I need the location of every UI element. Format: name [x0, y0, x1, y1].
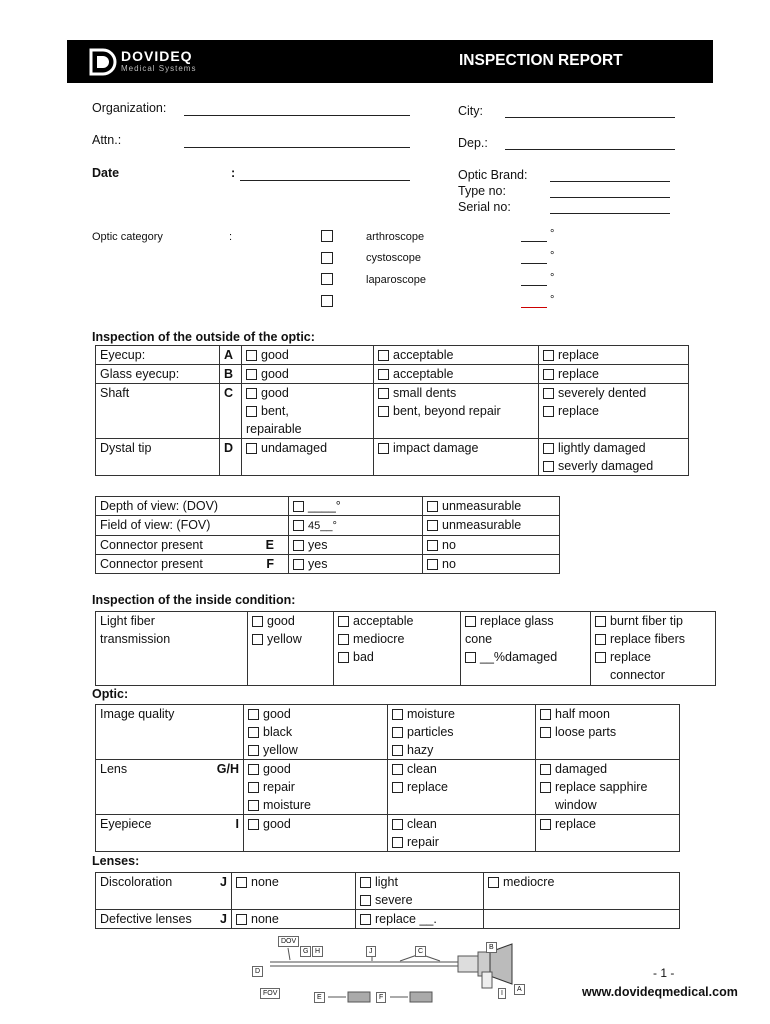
option-label: repair: [263, 780, 295, 794]
replace-connector-checkbox[interactable]: [595, 652, 606, 663]
lens-damaged-checkbox[interactable]: [540, 764, 551, 775]
other-degree-field[interactable]: [521, 296, 547, 308]
website-url[interactable]: www.dovideqmedical.com: [582, 985, 738, 999]
laparoscope-degree: °: [550, 272, 555, 284]
option-label: black: [263, 725, 293, 739]
dovideq-logo-icon: [89, 48, 119, 76]
option-label: good: [261, 348, 289, 362]
eyecup-replace-checkbox[interactable]: [543, 350, 554, 361]
option-label: yes: [308, 538, 328, 552]
option-label: replace: [610, 650, 651, 664]
option-label: none: [251, 875, 279, 889]
option-label: replace: [555, 817, 596, 831]
eyecup-label: Eyecup:: [96, 346, 220, 365]
shaft-bent-repairable-checkbox[interactable]: [246, 406, 257, 417]
diagram-label-j: J: [366, 946, 376, 957]
discoloration-none-checkbox[interactable]: [236, 877, 247, 888]
option-label: lightly damaged: [558, 441, 646, 455]
lenses-table: [95, 872, 680, 929]
cystoscope-degree: °: [550, 250, 555, 262]
table-row: [96, 346, 689, 365]
eyepiece-label: Eyepiece: [100, 817, 152, 831]
option-label: moisture: [407, 707, 455, 721]
connector-e-no-checkbox[interactable]: [427, 540, 438, 551]
connector-f-label: Connector present: [100, 557, 203, 571]
optic-category-colon: :: [229, 231, 233, 243]
connector-e-label: Connector present: [100, 538, 203, 552]
glass-eyecup-code: B: [220, 365, 242, 384]
diagram-label-a: A: [514, 984, 525, 995]
lens-label: Lens: [100, 762, 128, 776]
light-fiber-label: Light fiber: [100, 614, 155, 628]
attn-field[interactable]: [184, 134, 410, 148]
option-label: moisture: [263, 798, 311, 812]
shaft-small-dents-checkbox[interactable]: [378, 388, 389, 399]
option-label: impact damage: [393, 441, 479, 455]
dep-label: Dep.:: [458, 136, 488, 150]
lens-replace-sapphire-checkbox[interactable]: [540, 782, 551, 793]
optic-heading: Optic:: [92, 687, 129, 701]
eyepiece-replace-checkbox[interactable]: [540, 819, 551, 830]
option-label: good: [263, 817, 291, 831]
option-label: good: [263, 762, 291, 776]
option-label: particles: [407, 725, 454, 739]
option-label: replace: [407, 780, 448, 794]
table-row: [96, 705, 680, 760]
eyecup-code: A: [220, 346, 242, 365]
iq-yellow-checkbox[interactable]: [248, 745, 259, 756]
diagram-label-g: G: [300, 946, 311, 957]
date-colon: :: [231, 166, 236, 180]
option-label: replace glass: [480, 614, 554, 628]
option-label: good: [261, 367, 289, 381]
other-category-checkbox[interactable]: [321, 295, 333, 307]
lens-replace-checkbox[interactable]: [392, 782, 403, 793]
iq-particles-checkbox[interactable]: [392, 727, 403, 738]
tip-severly-damaged-checkbox[interactable]: [543, 461, 554, 472]
other-degree: °: [550, 294, 555, 306]
iq-good-checkbox[interactable]: [248, 709, 259, 720]
diagram-label-d: D: [252, 966, 263, 977]
iq-loose-parts-checkbox[interactable]: [540, 727, 551, 738]
header-bar: [67, 40, 713, 83]
shaft-severely-dented-checkbox[interactable]: [543, 388, 554, 399]
option-label: window: [555, 798, 597, 812]
serial-no-field[interactable]: [550, 200, 670, 214]
shaft-label: Shaft: [96, 384, 220, 439]
arthroscope-degree-field[interactable]: [521, 230, 547, 242]
table-row: [96, 555, 560, 574]
serial-no-label: Serial no:: [458, 200, 511, 214]
eyepiece-clean-checkbox[interactable]: [392, 819, 403, 830]
option-label: acceptable: [393, 348, 454, 362]
table-row: [96, 760, 680, 815]
option-label: burnt fiber tip: [610, 614, 683, 628]
discoloration-severe-checkbox[interactable]: [360, 895, 371, 906]
option-label: cone: [465, 632, 493, 646]
option-label: clean: [407, 762, 437, 776]
fov-checkbox[interactable]: [293, 520, 304, 531]
option-label: bad: [353, 650, 374, 664]
brand-name: DOVIDEQ: [121, 48, 193, 64]
connector-f-no-checkbox[interactable]: [427, 559, 438, 570]
tip-impact-damage-checkbox[interactable]: [378, 443, 389, 454]
option-label: replace: [558, 367, 599, 381]
empty-cell: [484, 910, 680, 929]
option-label: acceptable: [353, 614, 414, 628]
optic-brand-field[interactable]: [550, 168, 670, 182]
table-row: [96, 384, 689, 439]
table-row: [96, 536, 560, 555]
image-quality-label: Image quality: [96, 705, 244, 760]
lens-code: G/H: [216, 762, 239, 776]
dep-field[interactable]: [505, 136, 675, 150]
organization-field[interactable]: [184, 102, 410, 116]
shaft-good-checkbox[interactable]: [246, 388, 257, 399]
page-number: - 1 -: [653, 966, 675, 980]
optic-table: [95, 704, 680, 852]
table-row: [96, 516, 560, 536]
city-field[interactable]: [505, 104, 675, 118]
option-label: good: [267, 614, 295, 628]
cystoscope-checkbox[interactable]: [321, 252, 333, 264]
diagram-label-fov: FOV: [260, 988, 280, 999]
type-no-field[interactable]: [550, 184, 670, 198]
eyepiece-code: I: [235, 817, 239, 831]
type-no-label: Type no:: [458, 184, 506, 198]
option-label: light: [375, 875, 398, 889]
eyecup-good-checkbox[interactable]: [246, 350, 257, 361]
outside-table: [95, 345, 689, 476]
lens-moisture-checkbox[interactable]: [248, 800, 259, 811]
laparoscope-checkbox[interactable]: [321, 273, 333, 285]
connector-f-yes-checkbox[interactable]: [293, 559, 304, 570]
option-label: no: [442, 557, 456, 571]
iq-half-moon-checkbox[interactable]: [540, 709, 551, 720]
defective-replace-field[interactable]: replace __.: [375, 912, 437, 926]
option-label: no: [442, 538, 456, 552]
lens-clean-checkbox[interactable]: [392, 764, 403, 775]
option-label: loose parts: [555, 725, 617, 739]
connector-f-code: F: [266, 557, 274, 571]
tip-lightly-damaged-checkbox[interactable]: [543, 443, 554, 454]
option-label: connector: [610, 668, 665, 682]
brand-subtitle: Medical Systems: [121, 64, 197, 73]
dov-label: Depth of view: (DOV): [96, 497, 289, 516]
option-label: repair: [407, 835, 439, 849]
light-fiber-label-cont: transmission: [100, 632, 171, 646]
fov-unmeasurable-checkbox[interactable]: [427, 520, 438, 531]
shaft-replace-checkbox[interactable]: [543, 406, 554, 417]
arthroscope-checkbox[interactable]: [321, 230, 333, 242]
tip-undamaged-checkbox[interactable]: [246, 443, 257, 454]
lens-repair-checkbox[interactable]: [248, 782, 259, 793]
diagram-label-h: H: [312, 946, 323, 957]
replace-fibers-checkbox[interactable]: [595, 634, 606, 645]
option-label: bent, beyond repair: [393, 404, 501, 418]
connector-e-yes-checkbox[interactable]: [293, 540, 304, 551]
glass-eyecup-label: Glass eyecup:: [96, 365, 220, 384]
dystal-tip-label: Dystal tip: [96, 439, 220, 476]
option-label: severe: [375, 893, 413, 907]
fiber-good-checkbox[interactable]: [252, 616, 263, 627]
option-label: replace sapphire: [555, 780, 648, 794]
attn-label: Attn.:: [92, 133, 122, 147]
outside-heading: Inspection of the outside of the optic:: [92, 330, 315, 344]
option-label: good: [263, 707, 291, 721]
glass-eyecup-replace-checkbox[interactable]: [543, 369, 554, 380]
discoloration-label: Discoloration: [100, 875, 173, 889]
defective-lenses-code: J: [220, 912, 227, 926]
option-label: mediocre: [353, 632, 405, 646]
cystoscope-degree-field[interactable]: [521, 252, 547, 264]
arthroscope-degree: °: [550, 228, 555, 240]
dov-checkbox[interactable]: [293, 501, 304, 512]
option-label: mediocre: [503, 875, 555, 889]
percent-damaged-field[interactable]: __%damaged: [480, 650, 558, 664]
fov-label: Field of view: (FOV): [96, 516, 289, 536]
table-row: [96, 497, 560, 516]
diagram-label-b: B: [486, 942, 497, 953]
date-label: Date: [92, 166, 120, 180]
option-label: acceptable: [393, 367, 454, 381]
eyepiece-repair-checkbox[interactable]: [392, 837, 403, 848]
lens-good-checkbox[interactable]: [248, 764, 259, 775]
glass-eyecup-acceptable-checkbox[interactable]: [378, 369, 389, 380]
option-label: half moon: [555, 707, 610, 721]
table-row: [96, 910, 680, 929]
option-label: yes: [308, 557, 328, 571]
option-label: yellow: [267, 632, 302, 646]
option-label: unmeasurable: [442, 518, 522, 532]
defective-lenses-label: Defective lenses: [100, 912, 192, 926]
option-label: replace: [558, 348, 599, 362]
diagram-label-i: I: [498, 988, 506, 999]
iq-black-checkbox[interactable]: [248, 727, 259, 738]
laparoscope-degree-field[interactable]: [521, 274, 547, 286]
option-label: undamaged: [261, 441, 328, 455]
diagram-label-c: C: [415, 946, 426, 957]
option-label: small dents: [393, 386, 457, 400]
table-row: [96, 815, 680, 852]
eyepiece-good-checkbox[interactable]: [248, 819, 259, 830]
discoloration-mediocre-checkbox[interactable]: [488, 877, 499, 888]
fiber-mediocre-checkbox[interactable]: [338, 634, 349, 645]
dov-value[interactable]: ____°: [308, 499, 341, 513]
table-row: [96, 365, 689, 384]
dystal-tip-code: D: [220, 439, 242, 476]
inside-table: [95, 611, 716, 686]
diagram-label-f: F: [376, 992, 386, 1003]
option-label: replace fibers: [610, 632, 686, 646]
optic-category-label: Optic category: [92, 231, 163, 243]
inside-heading: Inspection of the inside condition:: [92, 593, 296, 607]
eyecup-acceptable-checkbox[interactable]: [378, 350, 389, 361]
arthroscope-label: arthroscope: [366, 231, 425, 243]
option-label: hazy: [407, 743, 434, 757]
option-label: damaged: [555, 762, 608, 776]
organization-label: Organization:: [92, 101, 167, 115]
table-row: [96, 612, 716, 686]
discoloration-light-checkbox[interactable]: [360, 877, 371, 888]
glass-eyecup-good-checkbox[interactable]: [246, 369, 257, 380]
option-label: severely dented: [558, 386, 647, 400]
option-label: replace: [558, 404, 599, 418]
diagram-label-dov: DOV: [278, 936, 299, 947]
cystoscope-label: cystoscope: [366, 252, 422, 264]
option-label: unmeasurable: [442, 499, 522, 513]
report-title: INSPECTION REPORT: [459, 52, 623, 69]
discoloration-code: J: [220, 875, 227, 889]
shaft-bent-beyond-repair-checkbox[interactable]: [378, 406, 389, 417]
diagram-label-e: E: [314, 992, 325, 1003]
laparoscope-label: laparoscope: [366, 274, 426, 286]
defective-none-checkbox[interactable]: [236, 914, 247, 925]
city-label: City:: [458, 104, 483, 118]
shaft-code: C: [220, 384, 242, 439]
lenses-heading: Lenses:: [92, 854, 140, 868]
table-row: [96, 873, 680, 910]
defective-replace-checkbox[interactable]: [360, 914, 371, 925]
fiber-acceptable-checkbox[interactable]: [338, 616, 349, 627]
option-label: yellow: [263, 743, 298, 757]
dov-unmeasurable-checkbox[interactable]: [427, 501, 438, 512]
iq-hazy-checkbox[interactable]: [392, 745, 403, 756]
optic-brand-label: Optic Brand:: [458, 168, 528, 182]
iq-moisture-checkbox[interactable]: [392, 709, 403, 720]
percent-damaged-checkbox[interactable]: [465, 652, 476, 663]
fiber-yellow-checkbox[interactable]: [252, 634, 263, 645]
option-label: bent,: [261, 404, 289, 418]
view-table: [95, 496, 560, 574]
option-label: clean: [407, 817, 437, 831]
table-row: [96, 439, 689, 476]
option-label: severly damaged: [558, 459, 654, 473]
option-label: none: [251, 912, 279, 926]
date-field[interactable]: [240, 167, 410, 181]
burnt-fiber-tip-checkbox[interactable]: [595, 616, 606, 627]
fiber-bad-checkbox[interactable]: [338, 652, 349, 663]
replace-glass-cone-checkbox[interactable]: [465, 616, 476, 627]
option-label: repairable: [246, 422, 302, 436]
optic-diagram: [250, 934, 530, 1006]
connector-e-code: E: [265, 538, 274, 552]
fov-value[interactable]: 45__°: [308, 520, 337, 532]
option-label: good: [261, 386, 289, 400]
